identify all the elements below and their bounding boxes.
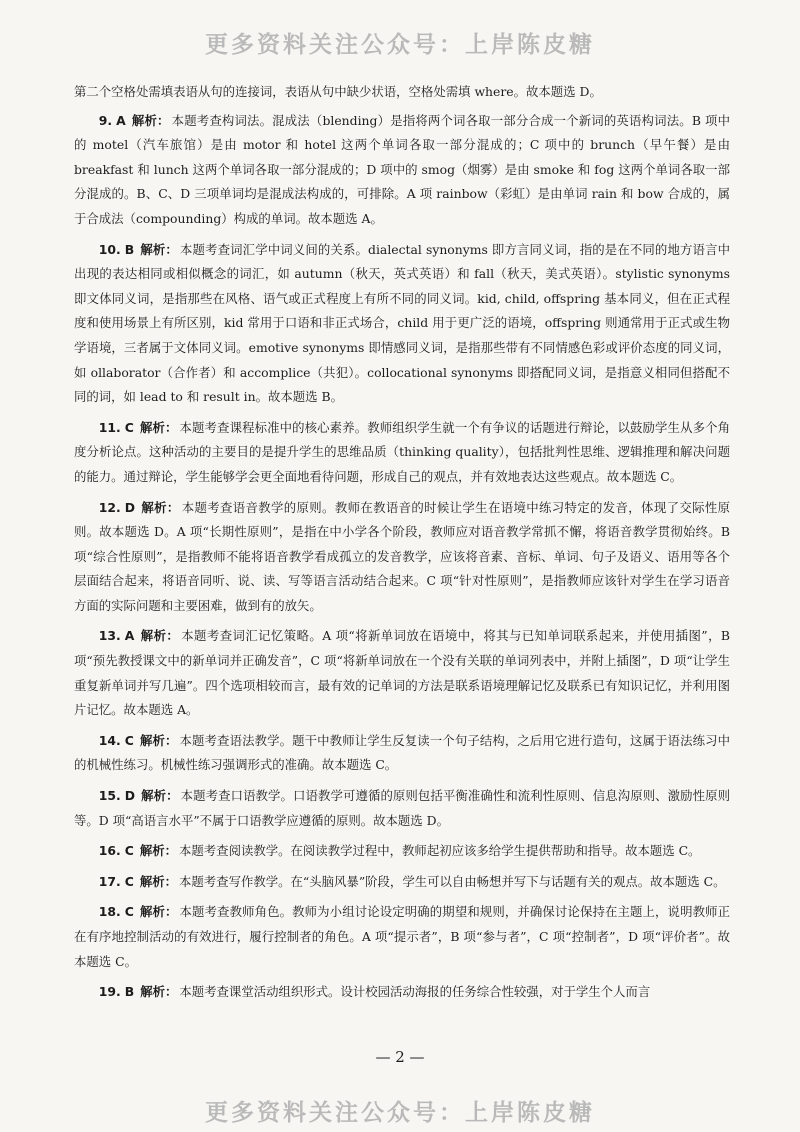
item-answer: C — [124, 873, 134, 889]
answer-item-10 — [74, 238, 730, 410]
answer-item-13 — [74, 624, 730, 722]
answer-item-11 — [74, 416, 730, 490]
item-label: 解析： — [139, 904, 178, 920]
item-number: 15. — [98, 788, 121, 804]
continuation-paragraph: 第二个空格处需填表语从句的连接词，表语从句中缺少状语，空格处需填 where。故本题选 D。 — [74, 84, 602, 99]
item-text: 本题考查词汇记忆策略。A 项“将新单词放在语境中，将其与已知单词联系起来，并使用插图”，B 项“预先教授课文中的新单词并正确发音”，C 项“将新单词放在一个没有关联的单词列表中，并附上插图”，D 项“让学生重复新单词并写几遍”。四个选项相较而言，最有效的记单词的方法是联系语境理解记忆及联系已有知识记忆，并利用图片记忆。故本题选 A。 — [74, 628, 730, 718]
page-number: — 2 — — [375, 1048, 425, 1066]
item-number: 12. — [98, 499, 121, 515]
item-number: 9. — [98, 112, 113, 128]
item-number: 11. — [98, 419, 121, 435]
item-label: 解析： — [139, 419, 178, 435]
item-number: 14. — [98, 732, 121, 748]
item-answer: C — [124, 732, 134, 748]
item-answer: C — [124, 904, 134, 920]
item-label: 解析： — [140, 984, 178, 1000]
answer-item-19 — [74, 980, 730, 1005]
item-number: 13. — [98, 628, 121, 644]
item-text: 本题考查口语教学。口语教学可遵循的原则包括平衡准确性和流利性原则、信息沟原则、激励性原则等。D 项“高语言水平”不属于口语教学应遵循的原则。故本题选 D。 — [74, 788, 731, 828]
watermark-top: 更多资料关注公众号：上岸陈皮糖 — [205, 32, 595, 58]
item-answer: A — [116, 112, 126, 128]
item-label: 解析： — [131, 112, 170, 128]
item-text: 本题考查课程标准中的核心素养。教师组织学生就一个有争议的话题进行辩论，以鼓励学生从多个角度分析论点。这种活动的主要目的是提升学生的思维品质（thinking quality），包括批判性思维、逻辑推理和解决问题的能力。通过辩论，学生能够学会更全面地看待问题，形成自己的观点，并有效地表达这些观点。故本题选 C。 — [74, 419, 731, 484]
item-number: 19. — [98, 984, 121, 1000]
watermark-bottom: 更多资料关注公众号：上岸陈皮糖 — [205, 1100, 595, 1126]
item-text: 本题考查语音教学的原则。教师在教语音的时候让学生在语境中练习特定的发音，体现了交际性原则。故本题选 D。A 项“长期性原则”，是指在中小学各个阶段，教师应对语音教学常抓不懈，将语音教学贯彻始终。B 项“综合性原则”，是指教师不能将语音教学看成孤立的发音教学，应该将音素、音标、单词、句子及语义、语用等各个层面结合起来，将语音同听、说、读、写等语言活动结合起来。C 项“针对性原则”，是指教师应该针对学生在学习语音方面的实际问题和主要困难，做到有的放矢。 — [74, 499, 731, 613]
document-body — [74, 80, 730, 1011]
item-label: 解析： — [140, 241, 178, 257]
item-number: 16. — [98, 843, 121, 859]
item-answer: B — [124, 241, 135, 257]
item-text: 本题考查课堂活动组织形式。设计校园活动海报的任务综合性较强，对于学生个人而言 — [179, 984, 651, 1000]
item-answer: D — [124, 788, 136, 804]
item-text: 本题考查语法教学。题干中教师让学生反复读一个句子结构，之后用它进行造句，这属于语法练习中的机械性练习。机械性练习强调形式的准确。故本题选 C。 — [74, 732, 731, 773]
item-label: 解析： — [141, 788, 179, 804]
item-label: 解析： — [139, 843, 178, 859]
item-number: 17. — [98, 873, 121, 889]
item-text: 本题考查词汇学中词义间的关系。dialectal synonyms 即方言同义词，指的是在不同的地方语言中出现的表达相同或相似概念的词汇，如 autumn（秋天，英式英语）和 fall（秋天，美式英语）。stylistic synonyms 即文体同义词，是指那些在风格、语气或正式程度上有所不同的同义词。kid, child, offspring 基本同义，但在正式程度和使用场景上有所区别，kid 常用于口语和非正式场合，child 用于更广泛的语境，offspring 则通常用于正式或生物学语境，三者属于文体同义词。emotive synonyms 即情感同义词，是指那些带有不同情感色彩或评价态度的同义词，如 ollaborator（合作者）和 accomplice（共犯）。collocational synonyms 即搭配同义词，是指意义相同但搭配不同的词，如 lead to 和 result in。故本题选 B。 — [74, 241, 731, 405]
answer-item-18 — [74, 900, 730, 974]
item-answer: C — [124, 843, 134, 859]
item-text: 本题考查写作教学。在“头脑风暴”阶段，学生可以自由畅想并写下与话题有关的观点。故本题选 C。 — [179, 873, 726, 889]
item-label: 解析： — [139, 873, 178, 889]
item-label: 解析： — [139, 732, 178, 748]
item-label: 解析： — [141, 499, 180, 515]
item-answer: A — [124, 628, 135, 644]
item-answer: C — [124, 419, 134, 435]
answer-item-15 — [74, 784, 730, 833]
answer-item-14 — [74, 729, 730, 778]
item-number: 10. — [98, 241, 121, 257]
answer-item-12 — [74, 496, 730, 619]
item-text: 本题考查阅读教学。在阅读教学过程中，教师起初应该多给学生提供帮助和指导。故本题选 C。 — [179, 843, 701, 859]
item-text: 本题考查构词法。混成法（blending）是指将两个词各取一部分合成一个新词的英语构词法。B 项中的 motel（汽车旅馆）是由 motor 和 hotel 这两个单词各取一部分混成的；C 项中的 brunch（早午餐）是由 breakfast 和 lunch 这两个单词各取一部分混成的；D 项中的 smog（烟雾）是由 smoke 和 fog 这两个单词各取一部分混成的。B、C、D 三项单词均是混成法构成的，可排除。A 项 rainbow（彩虹）是由单词 rain 和 bow 合成的，属于合成法（compounding）构成的单词。故本题选 A。 — [74, 112, 731, 226]
item-number: 18. — [98, 904, 121, 920]
answer-item-17 — [74, 870, 730, 895]
item-label: 解析： — [140, 628, 180, 644]
answer-item-16 — [74, 839, 730, 864]
item-answer: D — [124, 499, 136, 515]
item-answer: B — [124, 984, 135, 1000]
item-text: 本题考查教师角色。教师为小组讨论设定明确的期望和规则，并确保讨论保持在主题上，说明教师正在有序地控制活动的有效进行，履行控制者的角色。A 项“提示者”，B 项“参与者”，C 项“控制者”，D 项“评价者”。故本题选 C。 — [74, 904, 731, 969]
answer-item-9 — [74, 109, 730, 232]
